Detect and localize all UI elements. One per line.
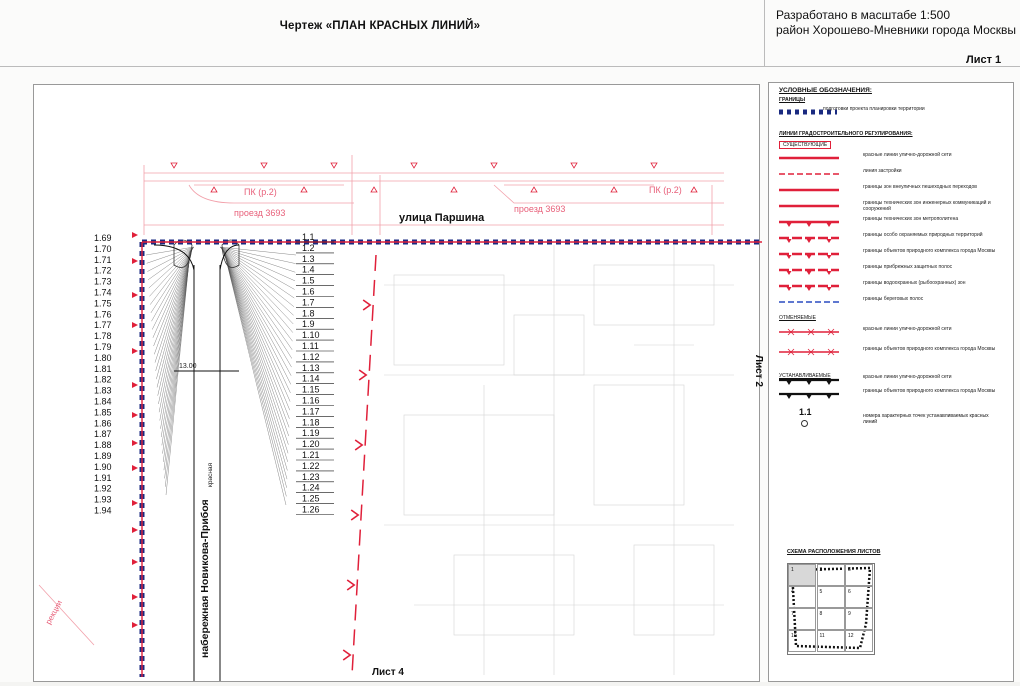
point-label: 1.4 [302,264,315,275]
legend-symbol [777,247,841,261]
point-label: 1.16 [302,395,320,406]
point-label: 1.69 [94,233,112,243]
triangle-marker-icon [611,187,617,192]
red-tick-icon [132,527,138,533]
legend-symbol [777,279,841,293]
legend-symbol [777,387,841,401]
embankment-road [154,245,239,681]
red-tick-icon [132,594,138,600]
triangle-marker-icon [531,187,537,192]
red-dashed-line [352,255,376,675]
point-label: 1.88 [94,440,112,451]
scheme-cell: 8 [817,608,845,630]
hatch-line [223,250,287,470]
legend-text: границы особо охраняемых природных территорий [863,232,983,238]
hatch-line [224,251,286,497]
legend-row [777,167,1009,181]
point-label: 1.10 [302,330,320,341]
point-label: 1.22 [302,460,320,471]
point-label: 1.81 [94,363,112,374]
legend-symbol [777,263,841,277]
point-label: 1.1 [302,232,315,242]
legend-boundaries-header: ГРАНИЦЫ [779,97,806,103]
legend-row [777,279,1009,293]
point-label: 1.89 [94,451,112,461]
hatch-line [160,250,191,421]
point-label: 1.3 [302,253,315,264]
hatch-line [222,249,289,410]
point-label: 1.86 [94,418,112,429]
legend-symbol [777,183,841,197]
legend-text: границы береговых полос [863,296,924,302]
red-tick-icon [132,322,138,328]
red-tick-icon [132,440,138,446]
scheme-cell: 1 [788,564,816,586]
triangle-marker-icon [301,187,307,192]
legend-row [777,373,1009,387]
point-label: 1.6 [302,286,315,297]
hatch-line [224,251,287,480]
scheme-cell: 11 [817,630,845,652]
red-tick-icon [132,348,138,354]
scheme-cell: 3 [845,564,873,586]
point-label: 1.17 [302,406,320,417]
point-label: 1.71 [94,254,112,265]
street-left-label: набережная Новикова-Прибоя [199,499,211,658]
scheme-cell: 4 [788,586,816,608]
hatch-line [222,249,292,359]
legend-row [777,199,1009,213]
point-circle-icon [801,420,808,427]
chevron-right-icon [363,300,370,310]
red-line-main [142,242,762,677]
legend-text: красные линии улично-дорожной сети [863,374,952,380]
red-tick-icon [132,622,138,628]
red-ticks-left [132,232,138,628]
point-label: 1.23 [302,471,320,482]
legend-text: границы прибрежных защитных полос [863,264,953,270]
point-label: 1.8 [302,308,315,319]
point-label: 1.79 [94,342,112,352]
legend-row [777,151,1009,165]
red-tick-icon [132,232,138,238]
point-label: 1.70 [94,243,112,254]
legend-text: границы водоохранных (рыбоохранных) зон [863,280,966,286]
point-label: 1.20 [302,439,320,450]
point-label: 1.7 [302,297,315,308]
triangle-marker-icon [571,163,577,168]
point-label: 1.19 [302,428,320,439]
scale-note: Разработано в масштабе 1:500 [776,8,951,22]
pk-label-left: ПК (р.2) [244,187,277,197]
map-frame [33,84,764,682]
legend-symbol [777,295,841,309]
slope-hatching [146,240,296,505]
legend-row [777,183,1009,197]
point-label: 1.94 [94,505,112,516]
scheme-cell: 2 [817,564,845,586]
point-label: 1.21 [302,450,320,460]
point-label: 1.5 [302,275,315,286]
region-note: район Хорошево-Мневники города Москвы [776,23,1017,37]
legend-symbol [777,199,841,213]
triangle-marker-icon [691,187,697,192]
triangle-marker-icon [171,163,177,168]
sheet-ref-right: Лист 2 [753,355,764,387]
scheme-cell: 6 [845,586,873,608]
point-label: 1.91 [94,472,112,483]
legend-point-sample: 1.1 [799,407,812,417]
legend-point-text: номера характерных точек устанавливаемых красных линий [863,413,989,425]
legend-row [777,387,1009,401]
point-label: 1.15 [302,384,320,395]
chevron-right-icon [347,580,354,590]
legend-existing-label: СУЩЕСТВУЮЩИЕ [779,141,831,149]
document-title: Чертеж «ПЛАН КРАСНЫХ ЛИНИЙ» [279,20,481,32]
point-label: 1.18 [302,417,320,428]
legend-row-boundary [777,105,1009,119]
scheme-title: СХЕМА РАСПОЛОЖЕНИЯ ЛИСТОВ [787,549,881,555]
legend-text: подготовки проекта планировки территории [823,106,925,112]
point-label: 1.13 [302,362,320,373]
hatch-line [223,250,287,462]
point-label: 1.92 [94,483,112,494]
hatch-line [221,248,293,332]
passage-label-right: проезд 3693 [514,204,566,214]
point-label: 1.25 [302,493,320,504]
red-tick-icon [132,382,138,388]
triangle-marker-icon [651,163,657,168]
legend-symbol [777,167,841,181]
hatch-line [223,250,288,453]
point-label: 1.14 [302,373,320,384]
legend-title: УСЛОВНЫЕ ОБОЗНАЧЕНИЯ: [779,87,872,94]
scheme-cell: 7 [788,608,816,630]
red-tick-icon [132,292,138,298]
point-label: 1.74 [94,287,112,298]
hatch-line [223,250,289,436]
legend-row [777,247,1009,261]
scheme-cell: 9 [845,608,873,630]
legend-panel [768,82,1014,682]
scheme-cell: 5 [817,586,845,608]
point-label: 1.72 [94,265,112,276]
hatch-line [152,248,193,329]
point-label: 1.87 [94,429,112,440]
red-tick-icon [132,465,138,471]
point-label: 1.26 [302,504,320,515]
legend-symbol [777,325,841,339]
hatch-line [154,249,193,347]
legend-text: границы зон внеуличных пешеходных переходов [863,184,977,190]
hatch-line [223,250,288,445]
red-tick-icon [132,500,138,506]
legend-symbol [777,345,841,359]
hatch-line [159,250,191,413]
triangle-marker-icon [451,187,457,192]
chevron-right-icon [343,650,350,660]
legend-row [777,325,1009,339]
point-label: 1.75 [94,298,112,309]
pk-label-right: ПК (р.2) [649,185,682,195]
passage-label-left: проезд 3693 [234,208,286,218]
point-labels-right [296,232,334,515]
legend-text: границы объектов природного комплекса города Москвы [863,248,996,254]
point-label: 1.76 [94,309,112,320]
street-small-label: красная [207,462,214,487]
legend-symbol [777,373,841,387]
point-label: 1.85 [94,407,112,418]
point-label: 1.84 [94,396,112,407]
hatch-line [158,249,191,403]
legend-row [777,263,1009,277]
red-tick-icon [132,258,138,264]
point-label: 1.83 [94,385,112,396]
point-label: 1.9 [302,319,315,330]
legend-row [777,231,1009,245]
scheme-cell: 10 [788,630,816,652]
triangle-marker-icon [261,163,267,168]
header-divider [0,66,1020,67]
planning-boundary [142,242,762,677]
point-labels-left [94,233,112,516]
legend-row [777,345,1009,359]
legend-text: красные линии улично-дорожной сети [863,152,952,158]
point-label: 1.12 [302,351,320,362]
point-label: 1.73 [94,276,112,287]
legend-text: границы технических зон метрополитена [863,216,959,222]
scheme-cell: 12 [845,630,873,652]
triangle-marker-icon [371,187,377,192]
legend-cancelled-label: ОТМЕНЯЕМЫЕ [779,315,816,321]
point-label: 1.2 [302,242,315,253]
sheet-layout-scheme [787,563,875,655]
chevron-right-icon [359,370,366,380]
sheet-ref-bottom: Лист 4 [372,667,404,678]
edge-label: рекции [43,598,64,626]
legend-symbol [777,231,841,245]
hatch-line [166,251,190,495]
chevron-right-icon [351,510,358,520]
triangle-marker-icon [331,163,337,168]
triangle-marker-icon [491,163,497,168]
map-canvas [34,85,764,681]
hatch-line [220,247,296,263]
legend-symbol [777,151,841,165]
hatch-line [223,250,290,419]
hatch-line [156,249,192,371]
legend-text: границы объектов природного комплекса города Москвы [863,388,996,394]
legend-row [777,295,1009,309]
point-label: 1.11 [302,341,319,351]
dimension-label: 13.00 [179,363,197,370]
hatch-line [224,251,286,505]
legend-text: границы технических зон инженерных коммуникаций и сооружений [863,200,991,212]
legend-text: границы объектов природного комплекса города Москвы [863,346,996,352]
point-label: 1.90 [94,461,112,472]
legend-established-label: УСТАНАВЛИВАЕМЫЕ [779,373,831,379]
legend-text: красные линии улично-дорожной сети [863,326,952,332]
point-label: 1.78 [94,331,112,342]
street-top-label: улица Паршина [399,212,485,224]
point-label: 1.82 [94,374,112,385]
legend-lines-header: ЛИНИИ ГРАДОСТРОИТЕЛЬНОГО РЕГУЛИРОВАНИЯ: [779,131,913,137]
background-plan [384,245,734,675]
legend-text: линия застройки [863,168,902,174]
header-vertical-divider [764,0,765,66]
red-tick-icon [132,412,138,418]
sheet-number: Лист 1 [966,54,1002,66]
point-label: 1.93 [94,494,112,505]
point-label: 1.24 [302,482,320,493]
red-tick-icon [132,559,138,565]
hatch-line [222,249,292,367]
legend-row [777,215,1009,229]
point-label: 1.77 [94,320,112,331]
point-label: 1.80 [94,352,112,363]
triangle-marker-icon [411,163,417,168]
hatch-line [156,249,192,379]
chevron-right-icon [355,440,362,450]
legend-symbol [777,215,841,229]
triangle-marker-icon [211,187,217,192]
